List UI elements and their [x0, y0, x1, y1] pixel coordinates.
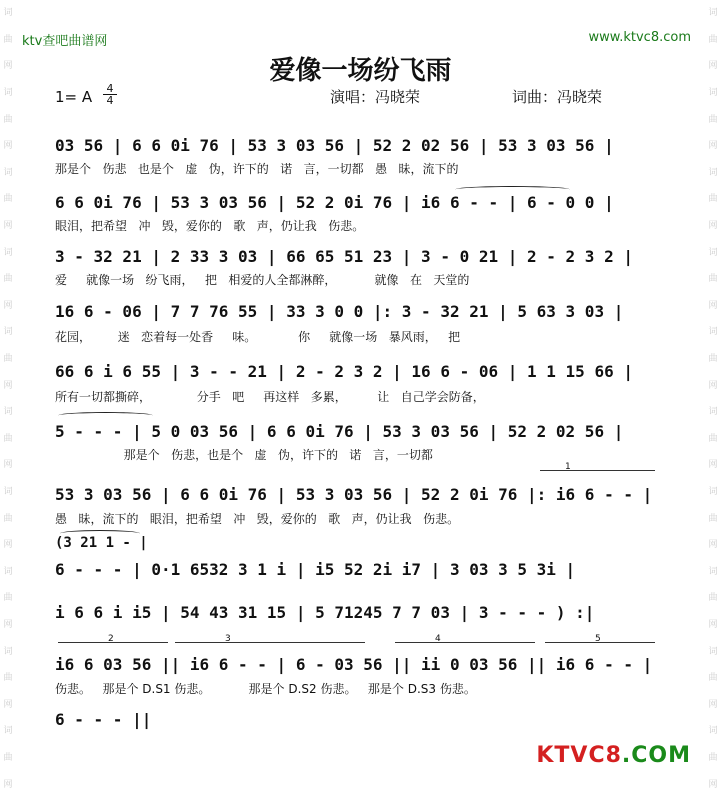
- lyric-line-6: 那是个 伤悲，也是个 虚 伪，许下的 诺 言，一切都: [55, 448, 433, 462]
- score-line-6: 5 - - - | 5 0 03 56 | 6 6 0i 76 | 53 3 03 56 | 52 2 02 56 |: [55, 422, 624, 441]
- song-title: 爱像一场纷飞雨: [269, 56, 452, 86]
- score-line-1: 03 56 | 6 6 0i 76 | 53 3 03 56 | 52 2 02 56 | 53 3 03 56 |: [55, 136, 614, 155]
- slur-mark: [58, 412, 153, 419]
- lyric-line-4: 花园， 迷 恋着每一处香 味。 你 就像一场 暴风雨， 把: [55, 330, 461, 344]
- score-line-3: 3 - 32 21 | 2 33 3 03 | 66 65 51 23 | 3 - 0 21 | 2 - 2 3 2 |: [55, 247, 633, 266]
- side-watermark-right: 词 曲 网 词 曲 网 词 曲 网 词 曲 网 词 曲 网 词 曲 网 词 曲 网 词 曲 网 词 曲 网 词 曲 网: [708, 8, 718, 790]
- score-line-2: 6 6 0i 76 | 53 3 03 56 | 52 2 0i 76 | i6 6 - - | 6 - 0 0 |: [55, 193, 614, 212]
- time-signature: [103, 83, 117, 106]
- key-signature: 1= A: [55, 88, 93, 106]
- volta-number-1: 1: [565, 462, 571, 472]
- score-line-11: i6 6 03 56 || i6 6 - - | 6 - 03 56 || ii 0 03 56 || i6 6 - - |: [55, 655, 653, 674]
- lyric-line-2: 眼泪，把希望 冲 毁，爱你的 歌 声，仍让我 伤悲。: [55, 219, 365, 233]
- lyric-line-5: 所有一切都撕碎， 分手 吧 再这样 多累， 让 自己学会防备，: [55, 390, 485, 404]
- score-line-8: (3 21 1 - |: [55, 535, 148, 551]
- score-line-10: i 6 6 i i5 | 54 43 31 15 | 5 71245 7 7 03 | 3 - - - ) :|: [55, 603, 595, 622]
- score-line-9: 6 - - - | 0·1 6532 3 1 i | i5 52 2i i7 | 3 03 3 5 3i |: [55, 560, 576, 579]
- site-name-link[interactable]: ktv查吧曲谱网: [22, 34, 108, 49]
- time-signature-top: 4: [106, 82, 114, 95]
- volta-number-2: 2: [108, 634, 114, 644]
- site-url-link[interactable]: www.ktvc8.com: [588, 30, 691, 45]
- score-line-12: 6 - - - ||: [55, 710, 152, 729]
- writer-credit: 词曲：冯晓荣: [512, 88, 603, 106]
- lyric-line-3: 爱 就像一场 纷飞雨， 把 相爱的人全都淋醉， 就像 在 天堂的: [55, 273, 470, 287]
- score-line-7: 53 3 03 56 | 6 6 0i 76 | 53 3 03 56 | 52 2 0i 76 |: i6 6 - - |: [55, 485, 653, 504]
- side-watermark-left: 词 曲 网 词 曲 网 词 曲 网 词 曲 网 词 曲 网 词 曲 网 词 曲 网 词 曲 网 词 曲 网 词 曲 网: [3, 8, 13, 790]
- lyric-line-1: 那是个 伤悲 也是个 虚 伪，许下的 诺 言，一切都 愚 昧，流下的: [55, 162, 459, 176]
- time-signature-bottom: 4: [106, 94, 114, 107]
- volta-number-4: 4: [435, 634, 441, 644]
- volta-number-3: 3: [225, 634, 231, 644]
- volta-bracket-1: [540, 470, 655, 471]
- slur-mark: [455, 186, 570, 193]
- lyric-line-11: 伤悲。 那是个 D.S1 伤悲。 那是个 D.S2 伤悲。 那是个 D.S3 伤悲。: [55, 682, 476, 696]
- site-logo: [536, 743, 691, 768]
- volta-bracket-4: [395, 642, 535, 643]
- volta-number-5: 5: [595, 634, 601, 644]
- logo-com: .COM: [621, 743, 691, 768]
- singer-credit: 演唱：冯晓荣: [330, 88, 421, 106]
- slur-mark: [60, 530, 140, 537]
- score-line-5: 66 6 i 6 55 | 3 - - 21 | 2 - 2 3 2 | 16 6 - 06 | 1 1 15 66 |: [55, 362, 633, 381]
- volta-bracket-3: [175, 642, 365, 643]
- lyric-line-7: 愚 昧，流下的 眼泪，把希望 冲 毁，爱你的 歌 声，仍让我 伤悲。: [55, 512, 460, 526]
- score-line-4: 16 6 - 06 | 7 7 76 55 | 33 3 0 0 |: 3 - 32 21 | 5 63 3 03 |: [55, 302, 624, 321]
- logo-c8: C8: [588, 743, 622, 768]
- logo-ktv: KTV: [536, 743, 589, 768]
